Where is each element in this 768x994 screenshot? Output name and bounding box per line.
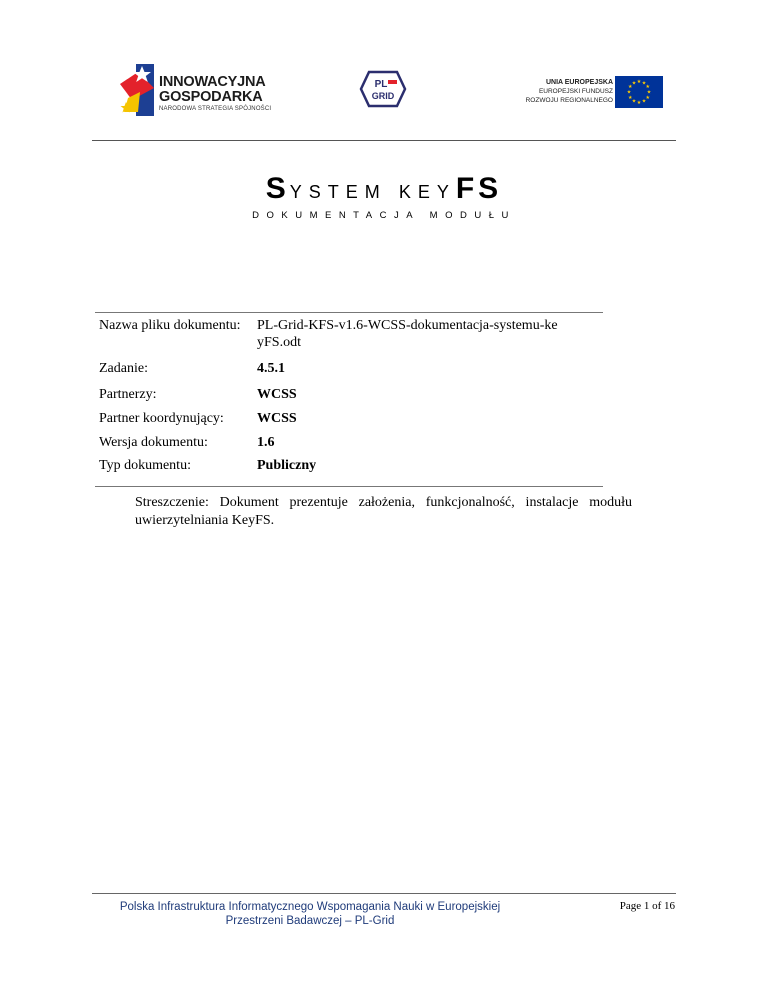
document-title [0,172,768,206]
logo-left-line1: INNOWACYJNA [159,74,266,90]
logo-right-line3: ROZWOJU REGIONALNEGO [525,97,613,104]
footer-line2: Przestrzeni Badawczej – PL-Grid [225,915,395,927]
meta-value: PL-Grid-KFS-v1.6-WCSS-dokumentacja-systemu-keyFS.odt [257,318,558,350]
meta-label: Partner koordynujący: [99,411,224,426]
title-word2-lower: KEY [398,182,456,202]
logo-right-line1: UNIA EUROPEJSKA [545,79,613,86]
footer-line1: Polska Infrastruktura Informatycznego Wspomagania Nauki w Europejskiej [119,901,501,913]
svg-text:★: ★ [628,84,633,90]
meta-label: Nazwa pliku dokumentu: [99,318,241,333]
svg-text:★: ★ [646,89,652,96]
svg-text:★: ★ [628,95,633,101]
innowacyjna-gospodarka-mark-icon [118,62,156,118]
unia-europejska-logo [500,76,665,110]
svg-text:GRID: GRID [371,91,395,101]
svg-text:★: ★ [641,80,647,87]
meta-row-version [95,434,603,457]
meta-row-coordinator [95,410,603,434]
meta-value: WCSS [257,387,297,402]
meta-value: 4.5.1 [257,361,285,376]
meta-label: Zadanie: [99,361,148,376]
svg-text:★: ★ [636,100,642,106]
logo-right-line2: EUROPEJSKI FUNDUSZ [538,88,613,95]
meta-value: 1.6 [257,435,275,450]
meta-label: Wersja dokumentu: [99,435,208,450]
meta-value: WCSS [257,411,297,426]
meta-row-filename [95,313,603,360]
title-word2-caps: FS [455,172,503,205]
meta-label: Typ dokumentu: [99,458,191,473]
title-initial: S [265,172,290,205]
footer-project-name [92,900,528,928]
eu-flag-icon [615,76,663,108]
svg-text:★: ★ [641,98,647,105]
svg-text:★: ★ [631,80,637,87]
logo-left-line3: NARODOWA STRATEGIA SPÓJNOŚCI [159,106,272,112]
document-subtitle: DOKUMENTACJA MODUŁU [252,210,516,221]
header-divider [92,140,676,141]
meta-row-type [95,457,603,486]
svg-text:★: ★ [626,89,632,96]
svg-text:★: ★ [636,79,642,85]
innowacyjna-gospodarka-logo [118,62,288,120]
footer-divider [92,893,676,894]
pl-grid-logo-icon [359,70,407,108]
svg-text:PL: PL [374,79,388,90]
document-metadata-table [95,312,603,487]
meta-row-partners [95,386,603,410]
logo-left-line2: GOSPODARKA [159,89,263,105]
pl-grid-logo [359,70,407,108]
meta-label: Partnerzy: [99,387,157,402]
svg-text:★: ★ [645,95,650,101]
svg-text:★: ★ [645,84,650,90]
meta-row-task [95,360,603,386]
svg-text:★: ★ [631,98,637,105]
page-number: Page 1 of 16 [619,900,675,912]
abstract-paragraph: Streszczenie: Dokument prezentuje założenia, funkcjonalność, instalacje modułu uwierzytelniania KeyFS. [135,495,632,528]
meta-value: Publiczny [257,458,317,473]
title-word1: YSTEM [289,182,387,202]
